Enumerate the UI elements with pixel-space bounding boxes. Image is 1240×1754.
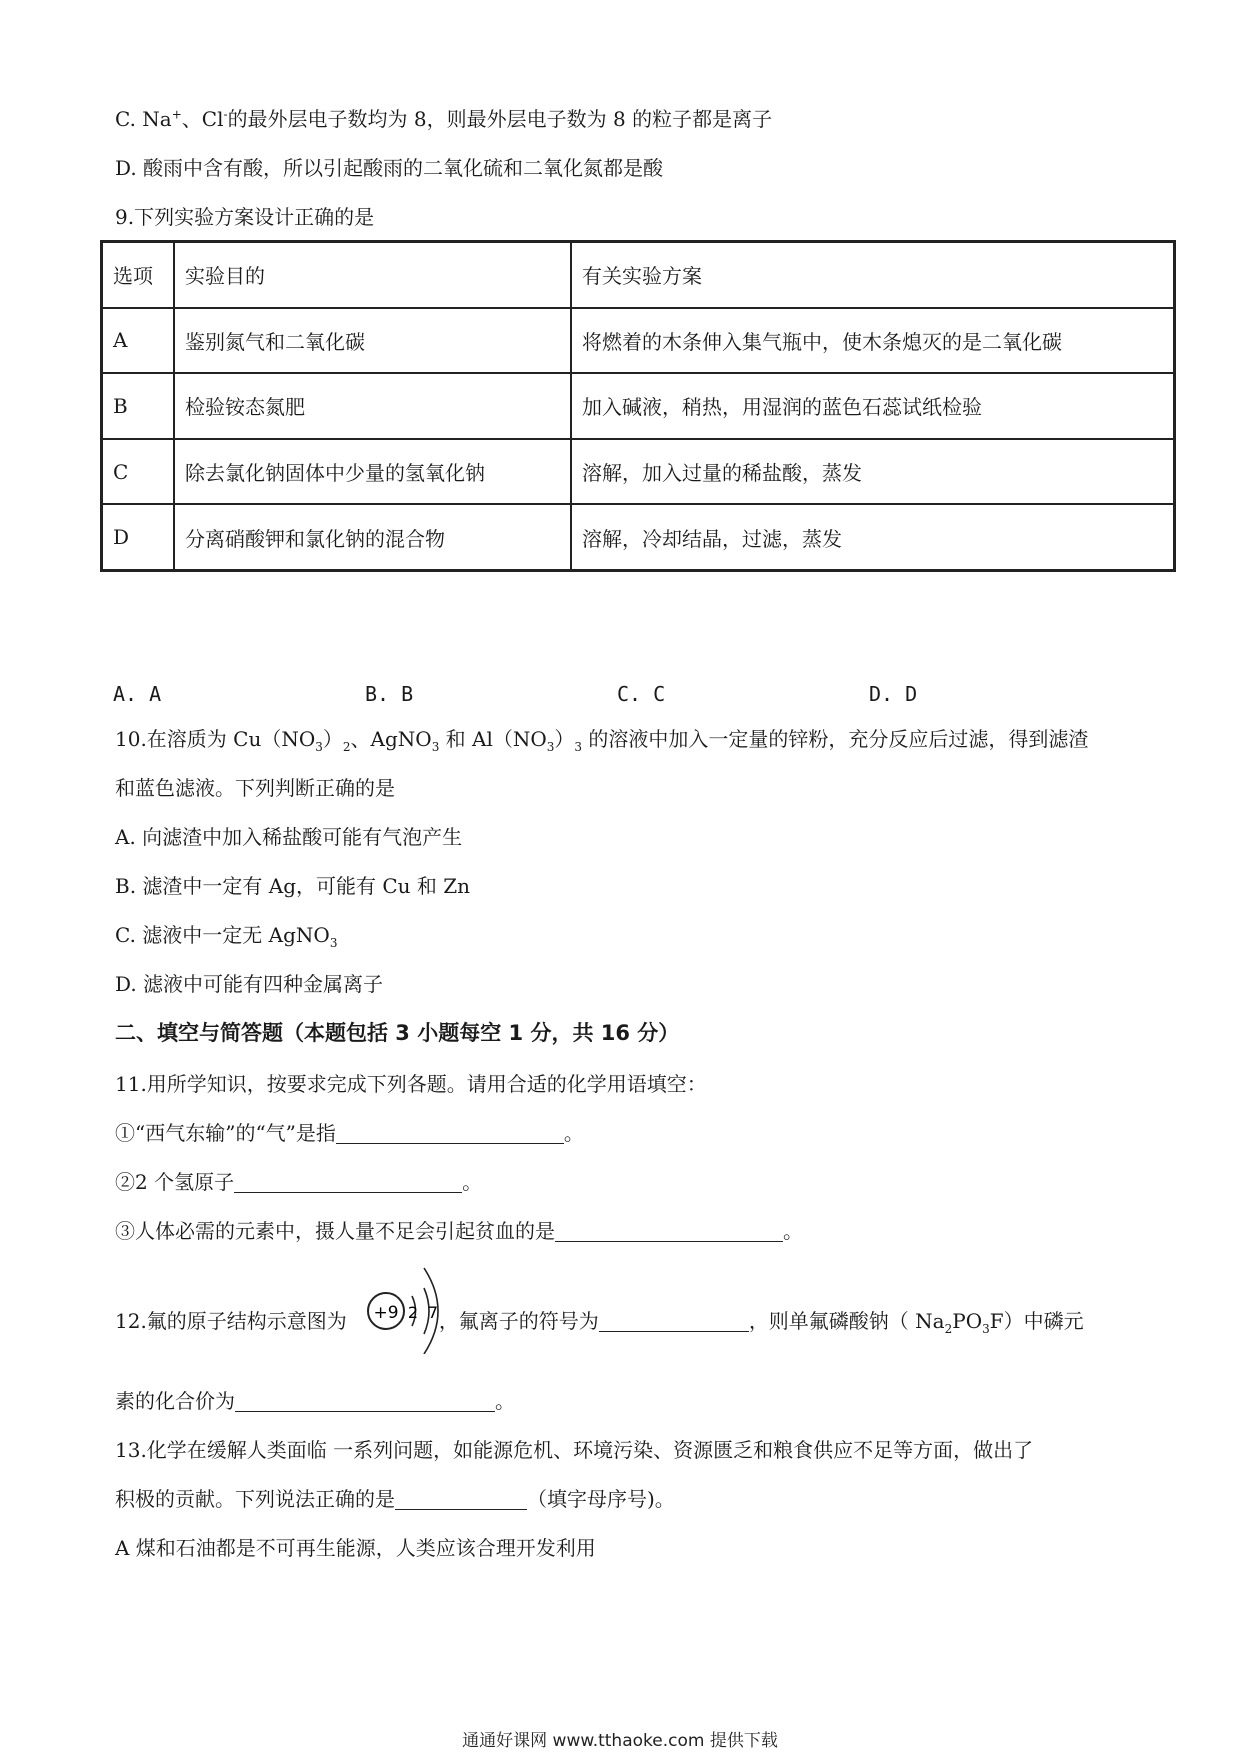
q11-p3-text: ③人体必需的元素中，摄人量不足会引起贫血的是 xyxy=(115,1219,555,1243)
q12-sub-2: 3 xyxy=(982,1322,990,1336)
q11-p1-text: ①“西气东输”的“气”是指 xyxy=(115,1121,336,1145)
q10-option-d: D. 滤液中可能有四种金属离子 xyxy=(115,972,384,996)
q8-c-mid: 、Cl xyxy=(181,107,224,131)
q12-sub-1: 2 xyxy=(944,1322,953,1336)
header-cell: 有关实验方案 xyxy=(571,242,1175,308)
q12-text-b: ，氟离子的符号为 xyxy=(438,1309,599,1333)
q11-p2-end: 。 xyxy=(462,1170,483,1194)
q10-stem-c: ） xyxy=(322,727,343,751)
q12-line2-text: 素的化合价为 xyxy=(115,1389,235,1413)
q12-text-c-c: F）中磷元 xyxy=(989,1309,1084,1333)
q10-stem-j: 3 xyxy=(574,740,583,754)
table-cell: C xyxy=(102,439,175,505)
q11-part3 xyxy=(115,1219,803,1243)
table-cell: A xyxy=(102,308,175,374)
shell-2-electrons: 7 xyxy=(427,1303,439,1322)
q9-option-a: A. A xyxy=(113,682,162,706)
q10-option-b: B. 滤渣中一定有 Ag，可能有 Cu 和 Zn xyxy=(115,874,471,898)
q10-c-text: C. 滤液中一定无 AgNO xyxy=(115,923,330,947)
q8-c-sup1: + xyxy=(171,107,182,122)
q10-stem-i: ） xyxy=(554,727,575,751)
answer-blank[interactable] xyxy=(555,1221,783,1242)
q9-option-d: D. D xyxy=(869,682,918,706)
answer-blank[interactable] xyxy=(234,1172,462,1193)
q11-part2 xyxy=(115,1170,482,1194)
answer-blank[interactable] xyxy=(599,1311,749,1332)
q8-c-rest: 的最外层电子数均为 8，则最外层电子数为 8 的粒子都是离子 xyxy=(227,107,773,131)
q12-text-a: 12.氟的原子结构示意图为 xyxy=(115,1309,347,1333)
q10-stem-d: 2 xyxy=(342,740,351,754)
q13-option-a: A 煤和石油都是不可再生能源，人类应该合理开发利用 xyxy=(115,1536,596,1560)
table-cell: 鉴别氮气和二氧化碳 xyxy=(174,308,571,374)
q11-p3-end: 。 xyxy=(783,1219,803,1243)
q10-stem-k: 的溶液中加入一定量的锌粉，充分反应后过滤，得到滤渣 xyxy=(582,727,1089,751)
q11-part1 xyxy=(115,1121,584,1145)
table-cell: 加入碱液，稍热，用湿润的蓝色石蕊试纸检验 xyxy=(571,373,1175,439)
q8-c-sup2: - xyxy=(223,107,228,122)
header-cell: 实验目的 xyxy=(174,242,571,308)
shell-1-electrons: 2 xyxy=(407,1303,419,1322)
q10-stem-h: 3 xyxy=(546,740,555,754)
answer-blank[interactable] xyxy=(336,1123,564,1144)
header-cell: 选项 xyxy=(102,242,175,308)
q10-stem-f: 3 xyxy=(431,740,440,754)
experiment-table xyxy=(100,240,1176,572)
q12-text-c-a: ，则单氟磷酸钠（ Na xyxy=(748,1309,945,1333)
q13-line1: 13.化学在缓解人类面临 一系列问题，如能源危机、环境污染、资源匮乏和粮食供应不足等方面，做出了 xyxy=(115,1438,1034,1462)
q12-text-c-b: PO xyxy=(952,1309,983,1333)
q10-option-c xyxy=(115,923,338,950)
q10-stem-b: 3 xyxy=(315,740,323,754)
q10-stem-line2: 和蓝色滤液。下列判断正确的是 xyxy=(115,776,395,800)
nucleus-charge: +9 xyxy=(373,1303,399,1323)
answer-blank[interactable] xyxy=(235,1391,495,1412)
q9-option-c: C. C xyxy=(617,682,666,706)
q8-option-c xyxy=(115,107,772,131)
table-row xyxy=(102,373,1175,439)
q8-c-prefix: C. Na xyxy=(115,107,172,131)
q11-p2-text: ②2 个氢原子 xyxy=(115,1170,235,1194)
table-row xyxy=(102,439,1175,505)
table-cell: 除去氯化钠固体中少量的氢氧化钠 xyxy=(174,439,571,505)
q10-option-a: A. 向滤渣中加入稀盐酸可能有气泡产生 xyxy=(115,825,463,849)
table-cell: 将燃着的木条伸入集气瓶中，使木条熄灭的是二氧化碳 xyxy=(571,308,1175,374)
page-footer: 通通好课网 www.tthaoke.com 提供下载 xyxy=(462,1731,778,1751)
q10-stem xyxy=(115,727,1089,754)
q8-option-d: D. 酸雨中含有酸，所以引起酸雨的二氧化硫和二氧化氮都是酸 xyxy=(115,156,664,180)
q10-stem-g: 和 Al（NO xyxy=(439,727,547,751)
fluorine-atom-structure-diagram xyxy=(364,1264,454,1354)
q12-line2 xyxy=(115,1389,515,1413)
table-cell: 溶解，加入过量的稀盐酸，蒸发 xyxy=(571,439,1175,505)
q11-stem: 11.用所学知识，按要求完成下列各题。请用合适的化学用语填空： xyxy=(115,1072,707,1096)
table-cell: 分离硝酸钾和氯化钠的混合物 xyxy=(174,504,571,570)
q11-p1-end: 。 xyxy=(563,1121,584,1145)
q10-stem-a: 10.在溶质为 Cu（NO xyxy=(115,727,316,751)
q12-line1 xyxy=(115,1309,1084,1336)
q10-stem-e: 、AgNO xyxy=(350,727,432,751)
table-cell: D xyxy=(102,504,175,570)
q13-line2-text: 积极的贡献。下列说法正确的是 xyxy=(115,1487,395,1511)
table-cell: B xyxy=(102,373,175,439)
table-cell: 检验铵态氮肥 xyxy=(174,373,571,439)
q13-line2 xyxy=(115,1487,675,1511)
q13-line2-end: （填字母序号)。 xyxy=(527,1487,675,1511)
table-cell: 溶解，冷却结晶，过滤，蒸发 xyxy=(571,504,1175,570)
q12-line2-end: 。 xyxy=(495,1389,515,1413)
section2-title: 二、填空与简答题（本题包括 3 小题每空 1 分，共 16 分） xyxy=(115,1021,680,1045)
table-row xyxy=(102,504,1175,570)
table-row xyxy=(102,308,1175,374)
table-header-row xyxy=(102,242,1175,308)
q10-c-sub: 3 xyxy=(329,936,338,950)
q9-stem: 9.下列实验方案设计正确的是 xyxy=(115,205,375,229)
answer-blank[interactable] xyxy=(395,1489,527,1510)
q9-option-b: B. B xyxy=(365,682,414,706)
